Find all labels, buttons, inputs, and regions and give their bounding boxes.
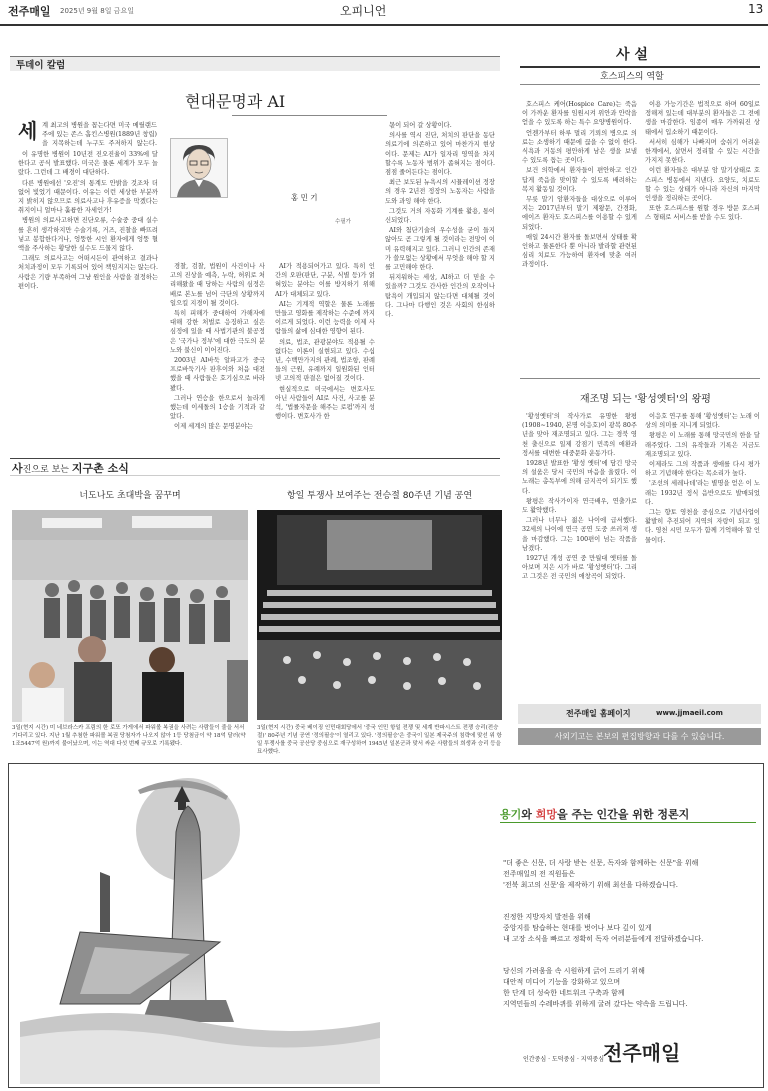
paragraph: 또한 호스피스를 원할 경우 방문 호스피스 형태로 서비스를 받을 수도 있다. [645, 205, 760, 222]
section-name: 오피니언 [340, 4, 387, 18]
footer-logo: 전주매일 [603, 1041, 681, 1065]
banner-line: 중앙지를 탐습하는 현대를 벗어나 보다 깊이 있게 [503, 924, 652, 932]
banner-line: 진정한 지방자치 발전을 위해 [503, 913, 591, 921]
column-text-col4 [385, 121, 495, 451]
slogan-underline [500, 822, 756, 823]
today-column-tab [10, 56, 500, 71]
paragraph: AI는 기계적 역할은 물론 노래를 만들고 영화를 제작하는 수준에 까지 이르게 되었다. 이런 능력을 이제 사람들의 삶에 심대한 영향이 된다. [275, 300, 375, 336]
notice-text: 사외기고는 본보의 편집방향과 다를 수 있습니다. [554, 732, 725, 741]
paragraph: 매일 24시간 환자를 돌보면서 상태를 확인하고 물론한다 뿐 아니라 발라할 관련된 심리 치료도 가능하여 환자에 맞춘 여러 과정이다. [522, 233, 637, 269]
photo2-caption: 3일(현지 시간) 중국 베이징 인민대회당에서 '중국 인민 항일 전쟁 및 세계 반파시스트 전쟁 승리(전승절)' 80주년 기념 공연 '정의필승'이 열리고 있다. '정의필승'은 중국이 일본 제국주의 침략에 맞선 위 항일 투쟁사를 중국 공산당 중심으로 재구성하여 1945년 일본군과 맞서 싸운 사람들의 희생과 승리 등을 묘사했다. [257, 725, 502, 755]
paragraph: 1928년 발표한 '황성 옛터'에 담긴 망국의 설움은 당시 국민의 마음을 울렸다. 이 노래는 총독부에 의해 금지곡이 되기도 했다. [522, 460, 637, 495]
banner-para1 [503, 858, 758, 891]
portrait-icon [171, 139, 227, 197]
banner-line: 전주매일의 전 직원들은 [503, 870, 576, 878]
paragraph: 그래도 의료사고는 어떠시든이 관여하고 결과나 처치과정이 모두 기록되어 있어 책임지지는 않는다. 사람은 기량 부족하여 그냥 원인을 사람을 결정하는 편이다. [18, 255, 158, 290]
paragraph: 그러나 너무나 젊은 나이에 급서했다. 32세의 나이에 연극 공연 도중 쓰러져 생을 마감했다. 그는 100편이 넘는 작품을 남겼다. [522, 517, 637, 552]
photo1-title: 너도나도 초대박을 꿈꾸며 [79, 491, 181, 501]
author-role: 수필가 [335, 219, 351, 225]
editorial1-title: 호스피스의 역할 [600, 72, 664, 82]
lottery-queue-photo [12, 510, 248, 722]
banner-illustration [20, 772, 380, 1084]
paragraph: 왕평은 작사가이자 연극배우, 연출가로도 활약했다. [522, 497, 637, 515]
page-number: 13 [748, 2, 764, 16]
editorial1-col1 [522, 100, 637, 370]
paragraph: 무릇 말기 암환자들을 대상으로 이루어지는 2017년부터 말기 제왕문, 간경화, 에이즈 환자도 호스피스를 이용할 수 있게 되었다. [522, 196, 637, 231]
author-portrait [170, 138, 228, 198]
paragraph: 호스피스 케어(Hospice Care)는 죽음이 가까운 환자를 임원시켜 위안과 안락을 얻을 수 있도록 하는 특수 요양병원이다. [522, 101, 637, 127]
title-underline [232, 115, 387, 116]
photo-news-big-letter: 사 [12, 462, 23, 475]
editorial2-title: 재조명 되는 '황성옛터'의 왕평 [580, 394, 711, 405]
editorial-heading: 사 설 [616, 47, 648, 63]
contribution-notice [518, 728, 761, 745]
paragraph: 의사를 역시 진단, 처치의 판단을 동단의료기에 의존하고 있어 마찬가지 현상이다. 문제는 AI가 일자리 영역을 차지할수록 노동자 범위가 좁혀지는 점이다. 점점 줄어든다는 점이다. [385, 132, 495, 177]
photo2-title: 항일 투쟁사 보여주는 전승절 80주년 기념 공연 [286, 491, 473, 501]
paragraph: 이응호 연구를 통해 '황성옛터'는 노래 이상의 의미를 지니게 되었다. [645, 413, 760, 430]
banner-line: 지역민들의 수레바퀴를 위하게 굴려 갔다는 약속을 드립니다. [503, 1000, 688, 1008]
paragraph: AI가 적용되어가고 있다. 특히 인간의 오판(판단, 구분, 식별 등)가 얽혀있는 분야는 이를 방지하기 위해 AI가 대체되고 있다. [275, 263, 375, 298]
homepage-label: 전주매일 홈페이지 [566, 709, 631, 718]
author-name: 홍 민 기 [291, 193, 318, 202]
paragraph: 특히 피해가 중대하여 가해자에 대해 강한 처벌로 응징하고 싶은 심정에 있을 때 사법기관의 불공정은 '국가나 정부'에 대한 극도의 분노와 불신이 이어진다. [170, 310, 265, 354]
editorial-divider [520, 84, 760, 85]
paragraph: 서서히 심해가 나빠지며 숨쉬기 어려운 한계에서, 살면서 정리할 수 있는 시간을 가지지 못한다. [645, 138, 760, 165]
paragraph: 이런 환자들은 대부분 암 말기상태로 호스피스 병동에서 지낸다. 요양도, 치료도 할 수 있는 상태가 아니라 자신의 마지막 인생을 정리하는 곳이다. [645, 167, 760, 203]
slogan-wa: 와 [521, 808, 536, 821]
banner-slogan [500, 806, 689, 822]
banner-line: 대안적 미디어 기능을 강화하고 있으며 [503, 978, 621, 986]
editorial-divider-2 [520, 378, 760, 379]
crowd-photo-icon [12, 510, 248, 722]
homepage-ad[interactable] [518, 704, 761, 724]
column-text-intro [42, 121, 157, 149]
paragraph: 이 유명한 병원이 10년전 진오진율이 33%에 달한다고 공식 발표했다. 미국은 물론 세계가 모두 놀랐다. 그런데 그 배경이 대단하다. [18, 151, 158, 177]
today-column-label: 투데이 칼럼 [16, 60, 66, 71]
photo-news-rest: 지구촌 소식 [71, 462, 129, 475]
paragraph: 1927년 개성 공연 중 만월대 옛터를 돌아보며 지은 시가 바로 '황성옛터'다. 그리고 그것은 전 국민의 애창곡이 되었다. [522, 555, 637, 581]
newspaper-brand: 전주매일 [8, 5, 51, 18]
slogan-courage: 용기 [500, 808, 522, 821]
banner-line: 당신의 가려움을 속 시원하게 긁어 드리기 위해 [503, 967, 645, 975]
paragraph: 이제라도 그의 작품과 생애를 다시 평가하고 기념해야 한다는 목소리가 높다. [645, 461, 760, 478]
paragraph: 몫이 되어 갈 상황이다. [389, 122, 452, 129]
column-text-col1 [18, 150, 158, 450]
paragraph: 그러나 연승을 한으로서 놀라게 했는데 이세돌의 1승을 기적과 같았다. [170, 394, 265, 421]
paragraph: 언젠가부터 하루 멀리 기뢰의 병으로 의료는 소생하기 때문에 끊을 수 없이 한다. 식욕과 거동의 평안하게 남은 생을 보낼 수 있도록 돕는 곳이다. [522, 129, 637, 165]
paragraph: 최근 보도된 뉴욕시의 시뮬레이션 정장의 경우 2년전 정장의 노동자는 사람을 도와 과잉 해야 한다. [385, 179, 495, 205]
banner-line: 내 고장 소식을 빠르고 정확히 독자 여러분들에게 전달하겠습니다. [503, 935, 704, 943]
column-text-col3 [275, 262, 375, 450]
paragraph: 다른 병원에선 '오진'의 통계도 안밝을 것조차 더 없어 빛었기 때문이다. 이유는 이런 세상한 부분까지 밝히지 않으므로 의료사고나 후유증을 막겠다는 취지이니 얼마나 훌륭한 자세인가! [18, 179, 158, 215]
banner-line: '전북 최고의 신문'을 제작하기 위해 최선을 다하겠습니다. [503, 881, 678, 889]
stage-photo-icon [257, 510, 502, 720]
paragraph: 보건 의학에서 환자들이 편안하고 인간답게 죽음을 맞이할 수 있도록 배려하는 복지 활동일 것이다. [522, 167, 637, 193]
paragraph: 왕평은 이 노래를 통해 망국민의 한을 달래주었다. 그의 유작들과 기록은 지금도 재조명되고 있다. [645, 432, 760, 458]
drop-cap: 세 [18, 119, 38, 143]
paragraph: 2003년 AI바둑 알파고가 중국 프로바둑기사 판후이와 처음 대전했을 때 사람들은 호기심으로 바라봤다. [170, 357, 265, 392]
paragraph: AI와 첨단기술의 우수성을 굳이 들지 않아도 곧 그렇게 될 것이라는 전망이 이미 유력해지고 있다. 그러니 인간의 존재가 쓸모없는 상황에서 무엇을 해야 할 지를 고민해야 한다. [385, 227, 495, 272]
paragraph: 그것도 거의 자동화 기계를 활용, 통이 신되었다. [385, 207, 495, 225]
photo-news-title [12, 460, 129, 476]
concert-photo [257, 510, 502, 720]
banner-para3 [503, 966, 758, 1010]
banner-para2 [503, 912, 758, 945]
lighthouse-ship-icon [20, 772, 380, 1084]
issue-date: 2025년 9월 8일 금요일 [60, 7, 134, 15]
paragraph: 이제 세계의 많은 문명분야는 [174, 423, 253, 431]
slogan-rest: 을 주는 인간을 위한 정론지 [557, 808, 690, 821]
column-text-col2 [170, 262, 265, 450]
footer-tagline: 인간중심 · 도덕중심 · 지역중심 [523, 1056, 604, 1063]
banner-line: "더 좋은 신문, 더 사랑 받는 신문, 독자와 함께하는 신문"을 위해 [503, 859, 699, 867]
photo1-caption: 3일(현지 시간) 미 네브라스카 프림의 한 로또 가게에서 파워볼 복권을 사려는 사람들이 줄을 서서 기다리고 있다. 지난 1월 추첨한 파워볼 복권 당첨자가 나오지 않아 1등 당첨금이 약 18억 달러(약 1조5447억 원)까지 불어났으며, 이는 역대 다섯 번째 규모로 기록됐다. [12, 725, 246, 747]
paragraph: 그는 향토 영천을 중심으로 기념사업이 활발히 추진되어 지역의 자랑이 되고 있다. 영천 시민 모두가 함께 기억해야 할 인물이다. [645, 509, 760, 544]
paragraph: 현실적으로 미국에서는 변호사도 아닌 사람들이 AI로 사건, 사고를 분석, '법률자문을 해주는 로펌'까지 성행이다. 변호사가 한 [275, 385, 375, 421]
paragraph: '조선의 세레나데'라는 별명을 얻은 이 노래는 1932년 정식 음반으로도 발매되었다. [645, 480, 760, 506]
paragraph: '황성옛터'의 작사가로 유명한 왕평(1908~1940, 본명 이응호)이 광복 80주년을 맞아 재조명되고 있다. 그는 경북 영천 출신으로 일제 강점기 민족의 애환과 정서를 대변한 대중문화 운동가다. [522, 413, 637, 457]
editorial1-col2 [645, 100, 760, 370]
paragraph: 이용 가능기간은 법적으로 하며 60일로 정해져 있는데 대부분의 환자들은 그 전에 생을 마감한다. 임종이 매우 가까워진 상태에서 입소하기 때문이다. [645, 101, 760, 136]
paragraph: 뒤지워하는 세상, AI하고 더 믿을 수 있을까? 그것도 간사한 인간의 오작이나 탐욕이 개입되지 않는다면 대체될 것이다. 그나마 다행인 것은 사회의 한심하다. [385, 274, 495, 319]
paragraph: 의료, 법조, 관광분야도 적용될 수 없다는 이론이 실현되고 있다. 수십년, 수백만가지의 관례, 법조항, 판례들의 근원, 유례까지 일원화된 인터넷 고의적 판결은 없어질 것이다. [275, 338, 375, 383]
banner-line: 한 단계 더 성숙한 네트워크 구축과 함께 [503, 989, 625, 997]
homepage-url[interactable]: www.jjmaeil.com [656, 709, 723, 717]
paragraph: 계 최고의 병원을 꼽는다면 미국 메릴랜드주에 있는 존스 홉킨스병원(1889년 창립)을 지목하는데 누구도 주저하지 않는다. [42, 122, 157, 148]
editorial2-col1 [522, 412, 637, 694]
column-title: 현대문명과 AI [185, 92, 286, 111]
editorial2-col2 [645, 412, 760, 694]
paragraph: 경찰, 검찰, 법원이 사건이나 사고의 진상을 예측, 누락, 허위로 처리해왔을 때 당하는 사람의 심정은 배로 본노를 넘어 극단의 상황까지 일으킬 지경이 될 것이다. [170, 263, 265, 307]
paragraph: 병원의 의료사고하면 진단오류, 수술중 중대 실수를 흔히 생각하지만 수술기록, 거즈, 진찰을 빠뜨려 넣고 봉합한다거나, 엉뚱한 시인 환자에게 엉뚱 혈액을 주사하는 황당한 실수도 드물지 않다. [18, 217, 158, 253]
slogan-hope: 희망 [535, 808, 557, 821]
photo-news-small: 진으로 보는 [22, 465, 69, 475]
